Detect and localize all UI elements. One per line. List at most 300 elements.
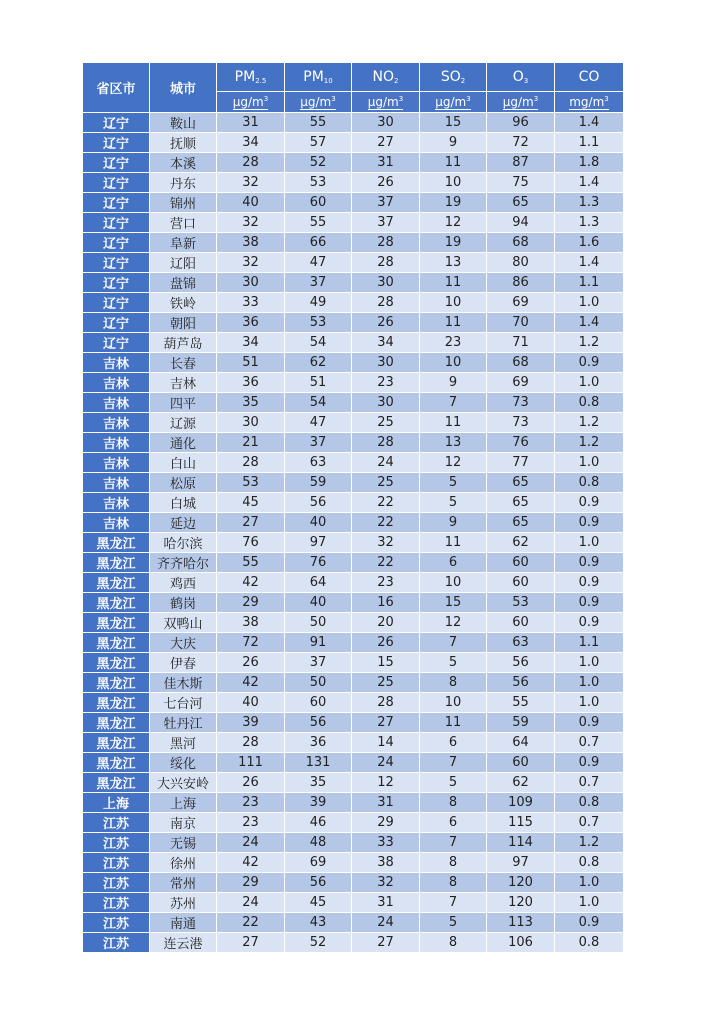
cell-pm25: 42	[217, 853, 285, 873]
cell-province: 黑龙江	[83, 633, 150, 653]
cell-pm10: 131	[285, 753, 352, 773]
cell-city: 徐州	[150, 853, 217, 873]
cell-city: 南通	[150, 913, 217, 933]
cell-pm25: 38	[217, 613, 285, 633]
cell-pm25: 30	[217, 273, 285, 293]
cell-so2: 10	[420, 293, 487, 313]
cell-pm10: 50	[285, 673, 352, 693]
cell-co: 0.7	[555, 773, 624, 793]
table-row	[83, 653, 624, 673]
cell-so2: 8	[420, 673, 487, 693]
cell-pm10: 37	[285, 653, 352, 673]
cell-o3: 69	[487, 293, 555, 313]
cell-province: 黑龙江	[83, 673, 150, 693]
cell-city: 南京	[150, 813, 217, 833]
cell-pm10: 37	[285, 273, 352, 293]
cell-no2: 30	[352, 393, 420, 413]
cell-city: 阜新	[150, 233, 217, 253]
cell-o3: 60	[487, 613, 555, 633]
table-row	[83, 213, 624, 233]
cell-so2: 11	[420, 273, 487, 293]
cell-o3: 59	[487, 713, 555, 733]
table-row	[83, 493, 624, 513]
cell-so2: 11	[420, 533, 487, 553]
cell-province: 黑龙江	[83, 553, 150, 573]
cell-o3: 97	[487, 853, 555, 873]
cell-o3: 60	[487, 573, 555, 593]
cell-city: 白山	[150, 453, 217, 473]
cell-o3: 56	[487, 653, 555, 673]
cell-so2: 15	[420, 593, 487, 613]
cell-pm25: 24	[217, 833, 285, 853]
cell-co: 1.0	[555, 373, 624, 393]
cell-province: 江苏	[83, 833, 150, 853]
cell-pm10: 56	[285, 493, 352, 513]
cell-no2: 31	[352, 893, 420, 913]
cell-province: 辽宁	[83, 273, 150, 293]
cell-no2: 14	[352, 733, 420, 753]
cell-pm10: 37	[285, 433, 352, 453]
cell-no2: 25	[352, 673, 420, 693]
header-no2: $NO_2$	[352, 63, 420, 92]
cell-pm25: 30	[217, 413, 285, 433]
cell-o3: 63	[487, 633, 555, 653]
cell-so2: 8	[420, 873, 487, 893]
cell-pm25: 38	[217, 233, 285, 253]
cell-no2: 26	[352, 313, 420, 333]
cell-o3: 77	[487, 453, 555, 473]
cell-province: 吉林	[83, 473, 150, 493]
header-so2: $SO_2$	[420, 63, 487, 92]
cell-pm25: 24	[217, 893, 285, 913]
cell-pm10: 55	[285, 113, 352, 133]
cell-no2: 28	[352, 433, 420, 453]
cell-city: 白城	[150, 493, 217, 513]
cell-co: 1.1	[555, 633, 624, 653]
cell-pm25: 72	[217, 633, 285, 653]
cell-so2: 7	[420, 833, 487, 853]
cell-so2: 10	[420, 693, 487, 713]
cell-pm25: 36	[217, 373, 285, 393]
cell-pm10: 55	[285, 213, 352, 233]
cell-pm25: 28	[217, 733, 285, 753]
cell-pm25: 42	[217, 573, 285, 593]
cell-o3: 113	[487, 913, 555, 933]
cell-province: 黑龙江	[83, 613, 150, 633]
cell-no2: 16	[352, 593, 420, 613]
cell-co: 0.8	[555, 933, 624, 953]
cell-city: 四平	[150, 393, 217, 413]
table-row	[83, 473, 624, 493]
table-row	[83, 893, 624, 913]
cell-pm10: 50	[285, 613, 352, 633]
cell-co: 1.1	[555, 133, 624, 153]
table-row	[83, 153, 624, 173]
cell-pm10: 60	[285, 693, 352, 713]
cell-city: 锦州	[150, 193, 217, 213]
cell-co: 0.8	[555, 473, 624, 493]
cell-pm25: 33	[217, 293, 285, 313]
header-o3: $O_3$	[487, 63, 555, 92]
cell-city: 无锡	[150, 833, 217, 853]
cell-pm25: 28	[217, 153, 285, 173]
cell-o3: 72	[487, 133, 555, 153]
cell-co: 0.7	[555, 733, 624, 753]
cell-no2: 38	[352, 853, 420, 873]
unit-o3: $\mu g/m^3$	[487, 92, 555, 113]
cell-city: 本溪	[150, 153, 217, 173]
table-row	[83, 853, 624, 873]
cell-pm10: 97	[285, 533, 352, 553]
cell-city: 盘锦	[150, 273, 217, 293]
cell-o3: 53	[487, 593, 555, 613]
cell-pm25: 111	[217, 753, 285, 773]
cell-so2: 12	[420, 613, 487, 633]
cell-province: 辽宁	[83, 293, 150, 313]
table-row	[83, 573, 624, 593]
cell-pm25: 32	[217, 213, 285, 233]
cell-pm25: 51	[217, 353, 285, 373]
cell-province: 吉林	[83, 393, 150, 413]
unit-pm25: $\mu g/m^3$	[217, 92, 285, 113]
cell-co: 0.8	[555, 793, 624, 813]
cell-no2: 29	[352, 813, 420, 833]
cell-so2: 12	[420, 453, 487, 473]
cell-city: 齐齐哈尔	[150, 553, 217, 573]
cell-pm10: 62	[285, 353, 352, 373]
cell-pm25: 29	[217, 593, 285, 613]
cell-pm10: 40	[285, 513, 352, 533]
cell-no2: 30	[352, 273, 420, 293]
cell-no2: 25	[352, 413, 420, 433]
cell-city: 双鸭山	[150, 613, 217, 633]
cell-co: 0.9	[555, 913, 624, 933]
cell-pm25: 28	[217, 453, 285, 473]
cell-pm25: 27	[217, 933, 285, 953]
cell-no2: 22	[352, 513, 420, 533]
cell-co: 0.9	[555, 753, 624, 773]
cell-pm10: 63	[285, 453, 352, 473]
table-row	[83, 313, 624, 333]
cell-o3: 73	[487, 393, 555, 413]
table-row	[83, 353, 624, 373]
cell-co: 1.4	[555, 173, 624, 193]
table-row	[83, 593, 624, 613]
cell-co: 1.0	[555, 533, 624, 553]
cell-pm10: 47	[285, 253, 352, 273]
cell-o3: 71	[487, 333, 555, 353]
cell-co: 0.9	[555, 593, 624, 613]
cell-province: 吉林	[83, 493, 150, 513]
cell-so2: 13	[420, 433, 487, 453]
cell-pm25: 29	[217, 873, 285, 893]
cell-o3: 69	[487, 373, 555, 393]
cell-co: 1.0	[555, 293, 624, 313]
header-pm10: $PM_{10}$	[285, 63, 352, 92]
cell-so2: 11	[420, 153, 487, 173]
cell-province: 辽宁	[83, 253, 150, 273]
cell-pm10: 54	[285, 393, 352, 413]
cell-no2: 34	[352, 333, 420, 353]
cell-pm25: 34	[217, 333, 285, 353]
cell-pm10: 66	[285, 233, 352, 253]
unit-co: $mg/m^3$	[555, 92, 624, 113]
cell-co: 0.9	[555, 493, 624, 513]
cell-city: 鞍山	[150, 113, 217, 133]
air-quality-table	[82, 62, 624, 953]
table-header	[83, 63, 624, 113]
cell-o3: 96	[487, 113, 555, 133]
cell-so2: 11	[420, 713, 487, 733]
cell-pm10: 69	[285, 853, 352, 873]
cell-no2: 22	[352, 493, 420, 513]
cell-city: 吉林	[150, 373, 217, 393]
table-row	[83, 373, 624, 393]
cell-province: 江苏	[83, 853, 150, 873]
cell-co: 1.0	[555, 893, 624, 913]
cell-city: 大庆	[150, 633, 217, 653]
cell-no2: 28	[352, 233, 420, 253]
cell-co: 1.0	[555, 693, 624, 713]
cell-no2: 24	[352, 453, 420, 473]
cell-no2: 27	[352, 933, 420, 953]
cell-pm10: 54	[285, 333, 352, 353]
cell-o3: 65	[487, 513, 555, 533]
cell-o3: 73	[487, 413, 555, 433]
cell-no2: 28	[352, 693, 420, 713]
header-pm25: $PM_{2.5}$	[217, 63, 285, 92]
cell-province: 黑龙江	[83, 693, 150, 713]
cell-co: 0.7	[555, 813, 624, 833]
cell-so2: 5	[420, 493, 487, 513]
cell-pm25: 22	[217, 913, 285, 933]
cell-so2: 23	[420, 333, 487, 353]
cell-province: 辽宁	[83, 153, 150, 173]
cell-o3: 94	[487, 213, 555, 233]
cell-city: 松原	[150, 473, 217, 493]
cell-city: 牡丹江	[150, 713, 217, 733]
cell-no2: 31	[352, 793, 420, 813]
cell-so2: 10	[420, 353, 487, 373]
cell-co: 1.0	[555, 653, 624, 673]
cell-province: 辽宁	[83, 133, 150, 153]
unit-pm10: $\mu g/m^3$	[285, 92, 352, 113]
cell-no2: 28	[352, 293, 420, 313]
table-row	[83, 813, 624, 833]
cell-o3: 70	[487, 313, 555, 333]
table-row	[83, 393, 624, 413]
cell-province: 吉林	[83, 433, 150, 453]
cell-no2: 37	[352, 193, 420, 213]
table-row	[83, 673, 624, 693]
cell-pm25: 53	[217, 473, 285, 493]
cell-city: 绥化	[150, 753, 217, 773]
cell-so2: 13	[420, 253, 487, 273]
cell-pm10: 53	[285, 173, 352, 193]
table-row	[83, 513, 624, 533]
cell-co: 1.4	[555, 113, 624, 133]
cell-co: 0.9	[555, 553, 624, 573]
table-row	[83, 433, 624, 453]
cell-pm10: 64	[285, 573, 352, 593]
table-row	[83, 173, 624, 193]
cell-co: 1.0	[555, 873, 624, 893]
cell-co: 0.9	[555, 613, 624, 633]
cell-so2: 5	[420, 473, 487, 493]
cell-co: 1.4	[555, 253, 624, 273]
cell-so2: 8	[420, 793, 487, 813]
cell-co: 1.2	[555, 433, 624, 453]
cell-province: 辽宁	[83, 233, 150, 253]
cell-co: 0.9	[555, 513, 624, 533]
table-row	[83, 773, 624, 793]
cell-no2: 12	[352, 773, 420, 793]
cell-no2: 27	[352, 133, 420, 153]
cell-pm10: 56	[285, 873, 352, 893]
table-row	[83, 293, 624, 313]
cell-so2: 11	[420, 413, 487, 433]
cell-province: 黑龙江	[83, 733, 150, 753]
cell-o3: 65	[487, 473, 555, 493]
cell-city: 伊春	[150, 653, 217, 673]
cell-province: 辽宁	[83, 313, 150, 333]
cell-province: 江苏	[83, 813, 150, 833]
cell-o3: 62	[487, 773, 555, 793]
cell-city: 丹东	[150, 173, 217, 193]
cell-city: 通化	[150, 433, 217, 453]
cell-o3: 65	[487, 493, 555, 513]
cell-so2: 11	[420, 313, 487, 333]
cell-pm10: 52	[285, 933, 352, 953]
cell-city: 辽源	[150, 413, 217, 433]
cell-o3: 106	[487, 933, 555, 953]
cell-city: 佳木斯	[150, 673, 217, 693]
cell-pm10: 43	[285, 913, 352, 933]
cell-so2: 5	[420, 653, 487, 673]
unit-no2: $\mu g/m^3$	[352, 92, 420, 113]
cell-so2: 15	[420, 113, 487, 133]
cell-city: 延边	[150, 513, 217, 533]
cell-so2: 9	[420, 373, 487, 393]
cell-so2: 6	[420, 813, 487, 833]
cell-o3: 64	[487, 733, 555, 753]
cell-pm25: 45	[217, 493, 285, 513]
cell-o3: 68	[487, 233, 555, 253]
cell-no2: 28	[352, 253, 420, 273]
cell-no2: 37	[352, 213, 420, 233]
cell-o3: 55	[487, 693, 555, 713]
cell-co: 0.8	[555, 853, 624, 873]
cell-province: 辽宁	[83, 333, 150, 353]
table-row	[83, 713, 624, 733]
cell-o3: 87	[487, 153, 555, 173]
cell-province: 辽宁	[83, 173, 150, 193]
cell-province: 辽宁	[83, 193, 150, 213]
cell-pm25: 23	[217, 813, 285, 833]
cell-city: 朝阳	[150, 313, 217, 333]
cell-pm25: 34	[217, 133, 285, 153]
header-city: 城市	[150, 63, 217, 113]
cell-no2: 15	[352, 653, 420, 673]
cell-no2: 26	[352, 633, 420, 653]
cell-pm10: 40	[285, 593, 352, 613]
cell-co: 1.3	[555, 213, 624, 233]
cell-city: 鹤岗	[150, 593, 217, 613]
cell-province: 黑龙江	[83, 573, 150, 593]
cell-city: 苏州	[150, 893, 217, 913]
cell-no2: 24	[352, 913, 420, 933]
cell-pm25: 36	[217, 313, 285, 333]
cell-no2: 25	[352, 473, 420, 493]
cell-city: 大兴安岭	[150, 773, 217, 793]
table-row	[83, 413, 624, 433]
cell-co: 1.4	[555, 313, 624, 333]
cell-province: 黑龙江	[83, 653, 150, 673]
cell-o3: 115	[487, 813, 555, 833]
cell-co: 1.6	[555, 233, 624, 253]
cell-so2: 6	[420, 733, 487, 753]
cell-no2: 20	[352, 613, 420, 633]
cell-pm10: 39	[285, 793, 352, 813]
cell-province: 黑龙江	[83, 533, 150, 553]
cell-so2: 5	[420, 773, 487, 793]
cell-pm10: 59	[285, 473, 352, 493]
cell-pm10: 45	[285, 893, 352, 913]
table-row	[83, 693, 624, 713]
cell-city: 辽阳	[150, 253, 217, 273]
table-row	[83, 613, 624, 633]
table-row	[83, 833, 624, 853]
cell-pm10: 46	[285, 813, 352, 833]
cell-so2: 6	[420, 553, 487, 573]
cell-no2: 22	[352, 553, 420, 573]
table-row	[83, 753, 624, 773]
cell-city: 常州	[150, 873, 217, 893]
cell-pm10: 91	[285, 633, 352, 653]
cell-pm10: 56	[285, 713, 352, 733]
cell-no2: 31	[352, 153, 420, 173]
cell-co: 1.0	[555, 673, 624, 693]
cell-no2: 30	[352, 353, 420, 373]
cell-province: 黑龙江	[83, 713, 150, 733]
table-row	[83, 333, 624, 353]
cell-no2: 30	[352, 113, 420, 133]
cell-co: 0.9	[555, 573, 624, 593]
cell-pm10: 35	[285, 773, 352, 793]
cell-city: 葫芦岛	[150, 333, 217, 353]
cell-city: 黑河	[150, 733, 217, 753]
table-row	[83, 233, 624, 253]
cell-o3: 68	[487, 353, 555, 373]
cell-so2: 10	[420, 573, 487, 593]
cell-province: 黑龙江	[83, 773, 150, 793]
cell-no2: 27	[352, 713, 420, 733]
cell-so2: 7	[420, 753, 487, 773]
cell-co: 1.8	[555, 153, 624, 173]
cell-o3: 86	[487, 273, 555, 293]
cell-pm25: 31	[217, 113, 285, 133]
cell-o3: 62	[487, 533, 555, 553]
cell-co: 1.3	[555, 193, 624, 213]
cell-pm25: 32	[217, 173, 285, 193]
cell-pm25: 55	[217, 553, 285, 573]
table-row	[83, 793, 624, 813]
unit-so2: $\mu g/m^3$	[420, 92, 487, 113]
cell-pm10: 47	[285, 413, 352, 433]
cell-pm10: 49	[285, 293, 352, 313]
table-row	[83, 733, 624, 753]
cell-so2: 7	[420, 633, 487, 653]
